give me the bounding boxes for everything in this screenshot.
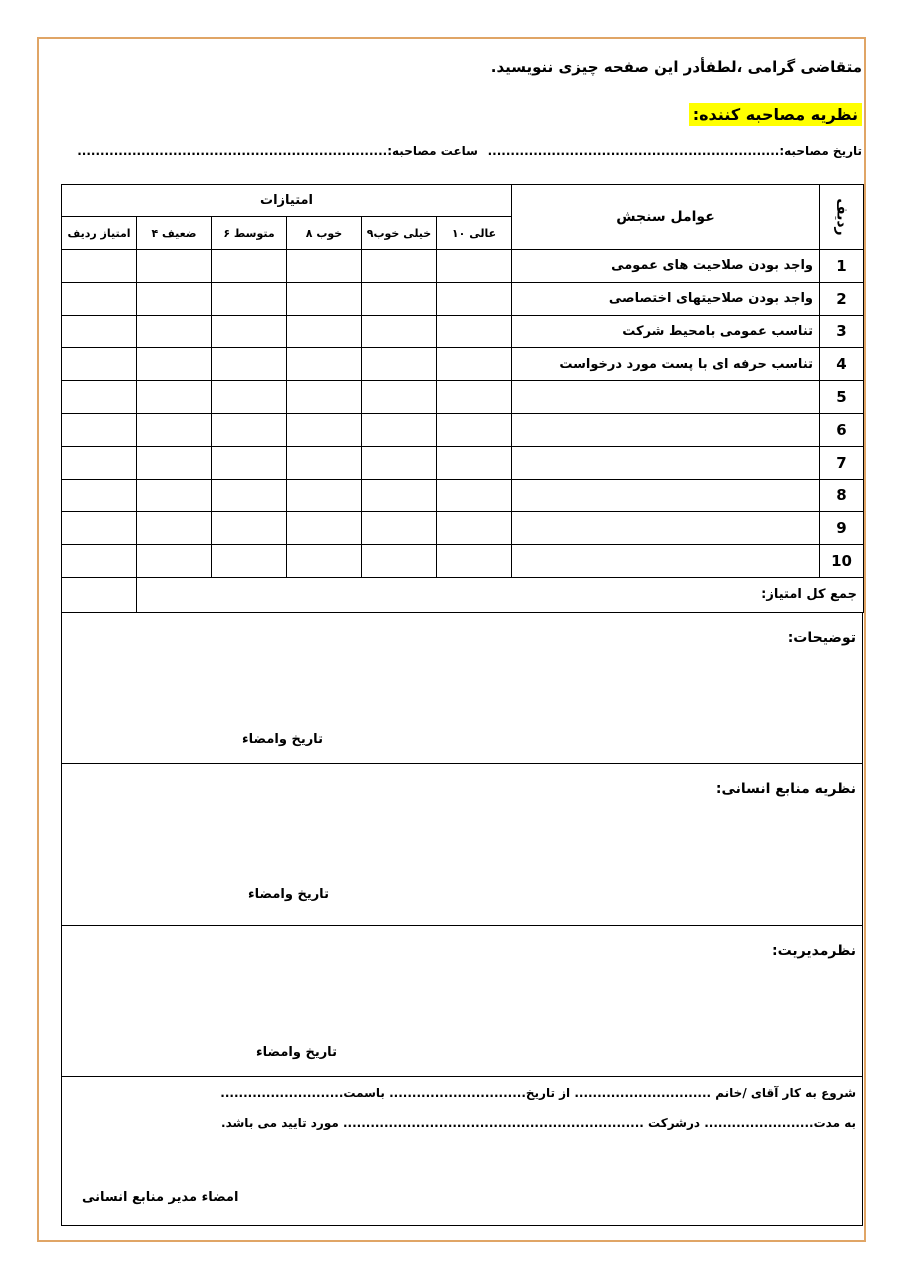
score-cell[interactable] — [437, 250, 512, 283]
management-opinion-section[interactable] — [61, 925, 863, 1077]
hr-manager-signature-label: امضاء مدیر منابع انسانی — [82, 1190, 239, 1205]
score-cell[interactable] — [62, 512, 137, 545]
criterion-cell — [512, 545, 820, 578]
score-column-header: ضعیف ۴ — [137, 217, 212, 250]
criterion-cell — [512, 512, 820, 545]
table-row — [62, 348, 864, 381]
score-cell[interactable] — [62, 315, 137, 348]
criterion-cell: واجد بودن صلاحیت های عمومی — [512, 250, 820, 283]
score-cell[interactable] — [137, 545, 212, 578]
row-number: 9 — [820, 512, 864, 545]
interview-time-field[interactable]: ساعت مصاحبه:.................................................................... — [77, 144, 478, 158]
score-cell[interactable] — [212, 512, 287, 545]
criterion-cell — [512, 446, 820, 479]
score-cell[interactable] — [437, 348, 512, 381]
score-cell[interactable] — [287, 250, 362, 283]
score-cell[interactable] — [287, 545, 362, 578]
score-cell[interactable] — [437, 282, 512, 315]
row-number: 1 — [820, 250, 864, 283]
criterion-cell: تناسب حرفه ای با پست مورد درخواست — [512, 348, 820, 381]
applicant-notice: متقاضی گرامی ،لطفأدر این صفحه چیزی ننویسید. — [490, 58, 862, 76]
management-sign-label: تاریخ وامضاء — [256, 1045, 337, 1060]
score-cell[interactable] — [287, 479, 362, 512]
score-cell[interactable] — [62, 282, 137, 315]
score-cell[interactable] — [212, 545, 287, 578]
table-row — [62, 413, 864, 446]
table-row — [62, 479, 864, 512]
score-cell[interactable] — [362, 282, 437, 315]
score-column-header: خوب ۸ — [287, 217, 362, 250]
table-row — [62, 315, 864, 348]
score-cell[interactable] — [212, 413, 287, 446]
score-cell[interactable] — [137, 282, 212, 315]
criterion-cell — [512, 413, 820, 446]
row-number: 2 — [820, 282, 864, 315]
table-row — [62, 512, 864, 545]
score-cell[interactable] — [62, 348, 137, 381]
score-cell[interactable] — [362, 315, 437, 348]
score-column-header: متوسط ۶ — [212, 217, 287, 250]
score-cell[interactable] — [437, 479, 512, 512]
score-cell[interactable] — [62, 381, 137, 414]
employment-duration-line[interactable]: به مدت........................ درشرکت .................................................................. مورد تایید می باشد. — [221, 1116, 856, 1130]
total-score-label: جمع کل امتیاز: — [137, 577, 864, 612]
score-cell[interactable] — [437, 512, 512, 545]
evaluation-table — [61, 184, 864, 613]
hr-sign-label: تاریخ وامضاء — [248, 887, 329, 902]
score-cell[interactable] — [212, 446, 287, 479]
radif-header — [820, 185, 864, 250]
employment-approval-section — [61, 1076, 863, 1226]
criteria-header: عوامل سنجش — [512, 185, 820, 250]
row-number: 5 — [820, 381, 864, 414]
score-cell[interactable] — [287, 315, 362, 348]
criterion-cell: واجد بودن صلاحیتهای اختصاصی — [512, 282, 820, 315]
score-cell[interactable] — [437, 545, 512, 578]
score-cell[interactable] — [362, 479, 437, 512]
score-cell[interactable] — [137, 446, 212, 479]
score-cell[interactable] — [137, 381, 212, 414]
total-score-cell[interactable] — [62, 577, 137, 612]
score-cell[interactable] — [287, 446, 362, 479]
score-column-header: عالی ۱۰ — [437, 217, 512, 250]
score-cell[interactable] — [362, 413, 437, 446]
hr-opinion-label: نظریه منابع انسانی: — [715, 781, 856, 797]
score-cell[interactable] — [287, 512, 362, 545]
score-cell[interactable] — [362, 446, 437, 479]
score-cell[interactable] — [362, 348, 437, 381]
row-number: 4 — [820, 348, 864, 381]
row-number: 8 — [820, 479, 864, 512]
score-cell[interactable] — [437, 315, 512, 348]
score-cell[interactable] — [137, 479, 212, 512]
row-number: 6 — [820, 413, 864, 446]
criterion-cell — [512, 479, 820, 512]
comments-section[interactable] — [61, 612, 863, 764]
score-cell[interactable] — [212, 250, 287, 283]
interview-date-field[interactable]: تاریخ مصاحبه:................................................................ — [487, 144, 862, 158]
score-cell[interactable] — [62, 413, 137, 446]
score-cell[interactable] — [362, 381, 437, 414]
table-row — [62, 250, 864, 283]
score-cell[interactable] — [287, 413, 362, 446]
score-cell[interactable] — [137, 413, 212, 446]
table-row — [62, 282, 864, 315]
score-cell[interactable] — [137, 512, 212, 545]
score-cell[interactable] — [212, 348, 287, 381]
score-cell[interactable] — [287, 348, 362, 381]
score-cell[interactable] — [212, 315, 287, 348]
interviewer-opinion-title: نظریه مصاحبه کننده: — [689, 103, 862, 126]
employment-start-line[interactable]: شروع به کار آقای /خانم .............................. از تاریخ.............................. باسمت........................... — [220, 1086, 856, 1100]
score-cell[interactable] — [62, 479, 137, 512]
table-row — [62, 545, 864, 578]
score-cell[interactable] — [62, 250, 137, 283]
table-row — [62, 446, 864, 479]
score-cell[interactable] — [62, 545, 137, 578]
score-cell[interactable] — [137, 250, 212, 283]
score-cell[interactable] — [137, 315, 212, 348]
table-row — [62, 381, 864, 414]
score-cell[interactable] — [212, 381, 287, 414]
score-cell[interactable] — [287, 381, 362, 414]
row-number: 10 — [820, 545, 864, 578]
score-cell[interactable] — [362, 545, 437, 578]
score-column-header: امتیاز ردیف — [62, 217, 137, 250]
score-column-header: خیلی خوب۹ — [362, 217, 437, 250]
score-cell[interactable] — [437, 381, 512, 414]
score-cell[interactable] — [362, 512, 437, 545]
scores-header: امتیازات — [62, 185, 512, 217]
score-cell[interactable] — [62, 446, 137, 479]
row-number: 7 — [820, 446, 864, 479]
criterion-cell: تناسب عمومی بامحیط شرکت — [512, 315, 820, 348]
row-number: 3 — [820, 315, 864, 348]
score-cell[interactable] — [437, 413, 512, 446]
comments-sign-label: تاریخ وامضاء — [242, 732, 323, 747]
radif-header-text: ردیف — [833, 198, 850, 236]
score-cell[interactable] — [287, 282, 362, 315]
score-cell[interactable] — [437, 446, 512, 479]
criterion-cell — [512, 381, 820, 414]
score-cell[interactable] — [362, 250, 437, 283]
comments-label: توضیحات: — [787, 630, 856, 646]
score-cell[interactable] — [212, 282, 287, 315]
score-cell[interactable] — [212, 479, 287, 512]
hr-opinion-section[interactable] — [61, 763, 863, 926]
score-cell[interactable] — [137, 348, 212, 381]
management-opinion-label: نظرمدیریت: — [772, 943, 856, 959]
